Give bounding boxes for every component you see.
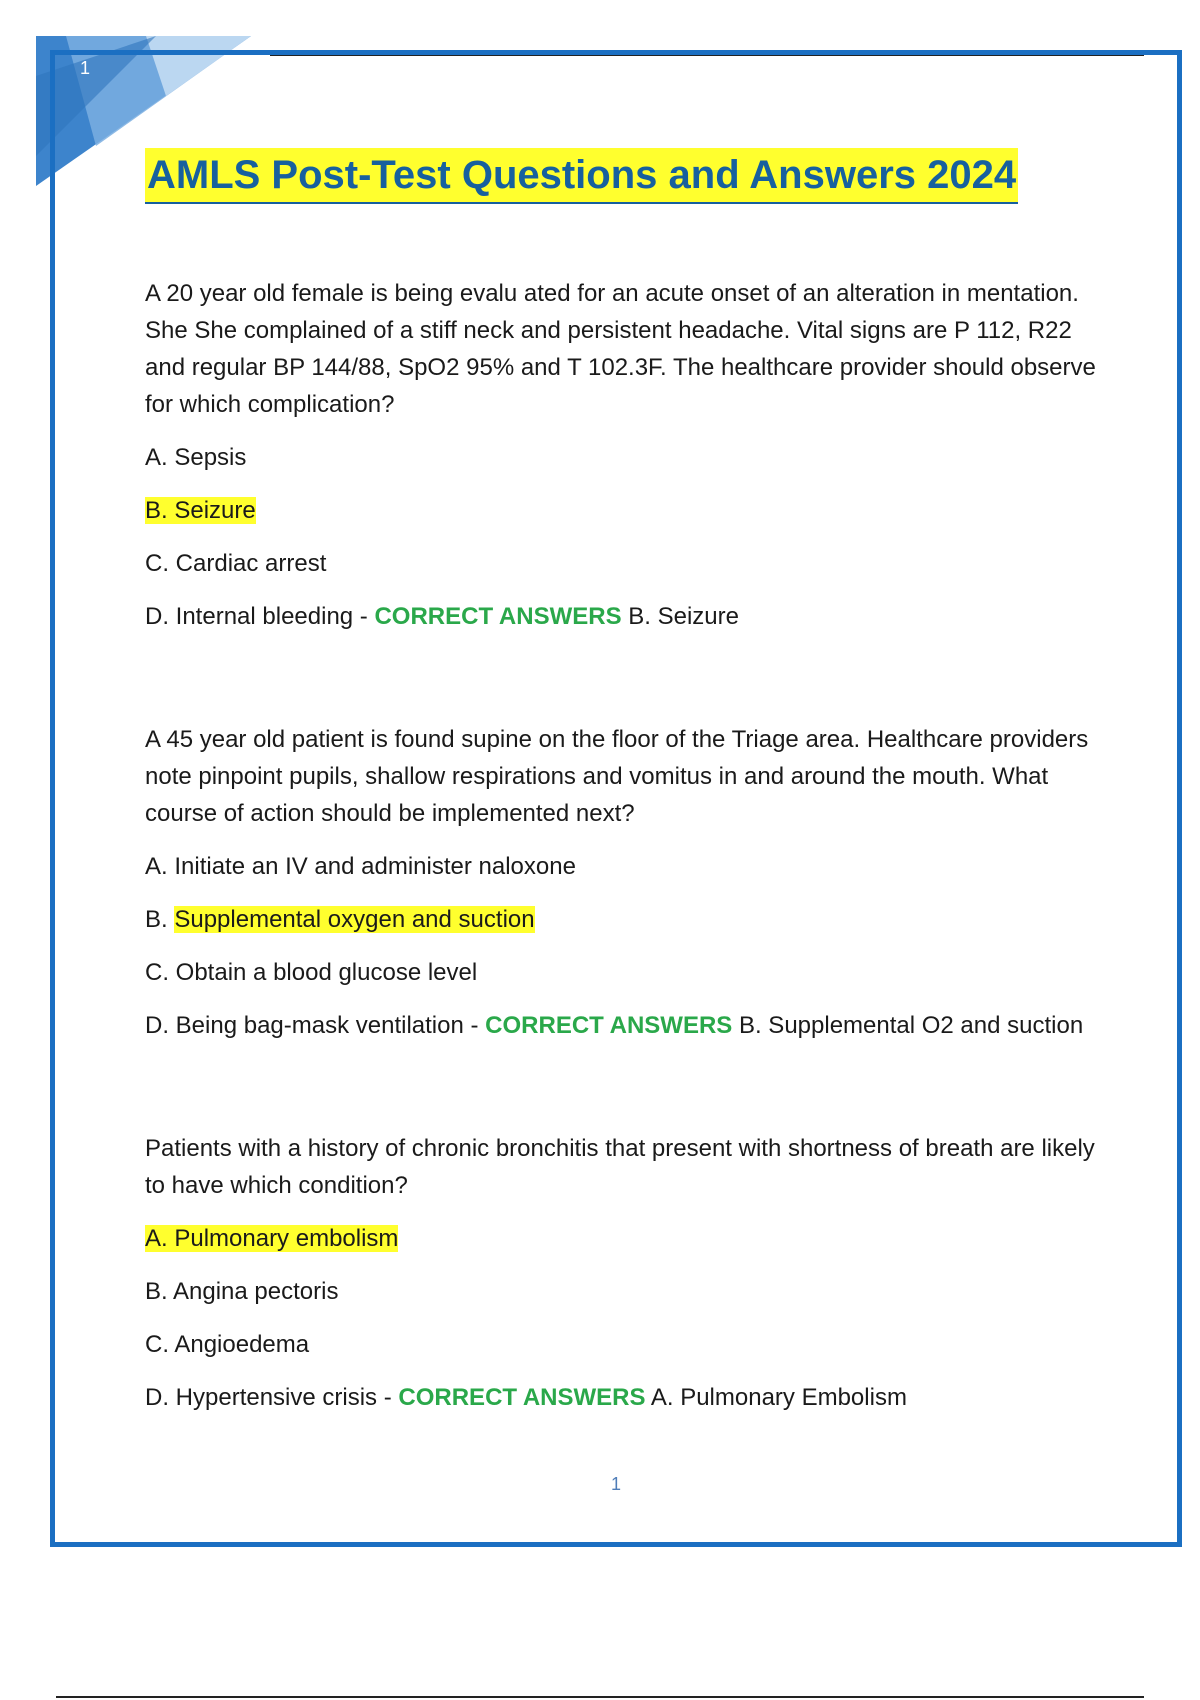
q3-option-a [145, 1220, 1105, 1257]
q1-correct-label: CORRECT ANSWERS [374, 603, 622, 630]
q2-option-b-prefix: B. [145, 906, 175, 933]
q2-option-b-highlight: Supplemental oxygen and suction [174, 906, 535, 933]
q3-option-a-highlight: A. Pulmonary embolism [145, 1225, 399, 1252]
q3-option-d [145, 1379, 1105, 1416]
q1-option-b-highlight: B. Seizure [145, 497, 256, 524]
q1-option-d-text: D. Internal bleeding - [145, 603, 375, 630]
q2-option-a: A. Initiate an IV and administer naloxone [145, 853, 576, 880]
question-list [145, 275, 1105, 1432]
q2-option-b [145, 901, 1105, 938]
q2-option-d-text: D. Being bag-mask ventilation - [145, 1012, 486, 1039]
q2-correct-label: CORRECT ANSWERS [485, 1012, 733, 1039]
question-2-text: A 45 year old patient is found supine on the floor of the Triage area. Healthcare providers note pinpoint pupils, shallow respirations and vomitus in and around the mouth. What course of action should be implemented next? [145, 726, 1089, 827]
q2-option-d [145, 1007, 1105, 1044]
q3-correct-label: CORRECT ANSWERS [398, 1384, 646, 1411]
q3-option-d-text: D. Hypertensive crisis - [145, 1384, 399, 1411]
q3-answer: A. Pulmonary Embolism [645, 1384, 907, 1411]
q3-option-c: C. Angioedema [145, 1331, 310, 1358]
document-title: AMLS Post-Test Questions and Answers 2024 [145, 148, 1018, 204]
bottom-rule [56, 1696, 1144, 1698]
footer-page-number: 1 [610, 1474, 621, 1494]
corner-page-number: 1 [80, 58, 91, 78]
question-1-text: A 20 year old female is being evalu ated for an acute onset of an alteration in mentation. She She complained of a stiff neck and persistent headache. Vital signs are P 112, R22 and regular BP 144/88, SpO2 95% and T 102.3F. The healthcare provider should observe for which complication? [145, 280, 1096, 418]
q1-answer: B. Seizure [621, 603, 739, 630]
question-3-text: Patients with a history of chronic bronchitis that present with shortness of breath are likely to have which condition? [145, 1135, 1095, 1199]
q1-option-d [145, 598, 1105, 635]
q2-answer: B. Supplemental O2 and suction [732, 1012, 1084, 1039]
q1-option-c: C. Cardiac arrest [145, 550, 327, 577]
q1-option-b [145, 492, 1105, 529]
q3-option-b: B. Angina pectoris [145, 1278, 339, 1305]
q2-option-c: C. Obtain a blood glucose level [145, 959, 478, 986]
q1-option-a: A. Sepsis [145, 444, 247, 471]
